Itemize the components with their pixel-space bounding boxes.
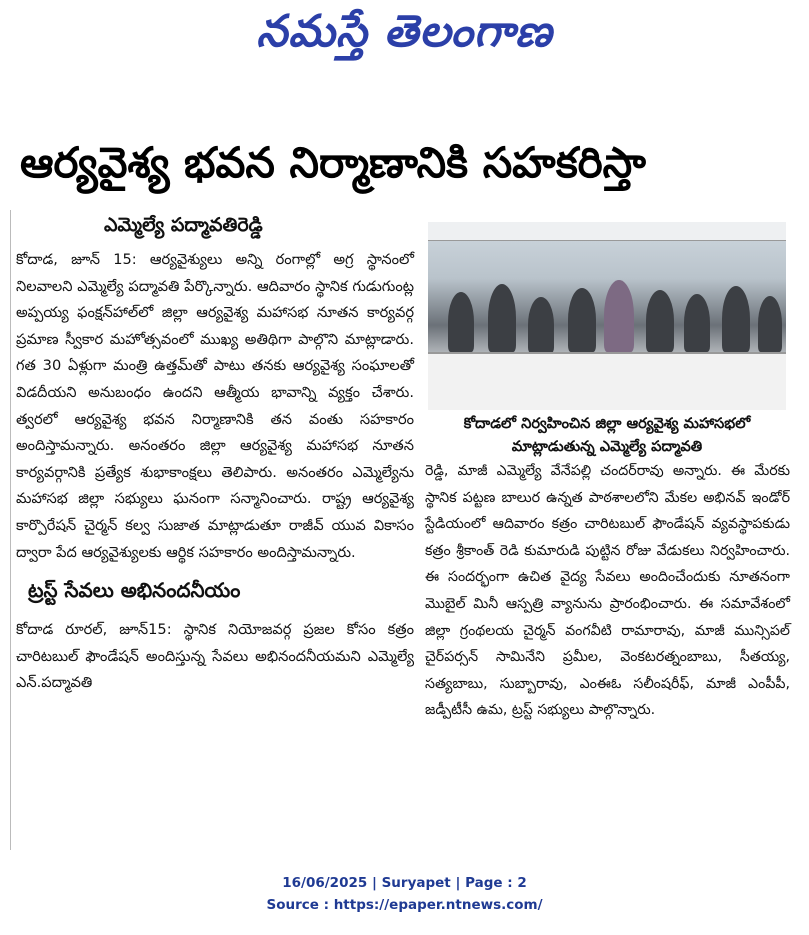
column-right (425, 458, 790, 724)
masthead (0, 0, 809, 88)
photo-figure (722, 286, 750, 352)
newspaper-logo: నమస్తే తెలంగాణ (256, 6, 553, 57)
photo-figure (528, 297, 554, 353)
stage-banner (428, 222, 786, 241)
photo-figure (646, 290, 674, 352)
photo-figure (758, 296, 782, 352)
photo-figure (488, 284, 516, 352)
photo-figure (684, 294, 710, 352)
headline: ఆర్యవైశ్య భవన నిర్మాణానికి సహకరిస్తా (20, 138, 646, 187)
column-rule (10, 210, 11, 850)
photo-figure (448, 292, 474, 352)
column-left (16, 214, 414, 697)
article2-body-part2: రెడ్డి, మాజీ ఎమ్మెల్యే వేనేపల్లి చందర్‌రావు అన్నారు. ఈ మేరకు స్థానిక పట్టణ బాలుర ఉన్నత పాఠశాలలోని మేకల అభినవ్ ఇండోర్ స్టేడియంలో ఆదివారం కత్రం చారిటబుల్ ఫౌండేషన్ వ్యవస్థాపకుడు కత్రం శ్రీకాంత్ రెడి కుమారుడి పుట్టిన రోజు వేడుకలు నిర్వహించారు. ఈ సందర్భంగా ఉచిత వైద్య సేవలు అందించేందుకు నూతనంగా మొబైల్ మినీ ఆస్పత్రి వ్యానును ప్రారంభించారు. ఈ సమావేశంలో జిల్లా గ్రంథలయ చైర్మన్ వంగవీటి రామారావు, మాజీ మున్సిపల్ చైర్‌పర్సన్ సామినేని ప్రమీల, వెంకటరత్నంబాబు, సీతయ్య, సత్యబాబు, సుబ్బారావు, ఎంఈఓ సలీంషరీఫ్, మాజీ ఎంపీపీ, జడ్పీటీసీ ఉమ, ట్రస్ట్ సభ్యులు పాల్గొన్నారు. (425, 463, 790, 719)
footer-date-line: 16/06/2025 | Suryapet | Page : 2 (282, 875, 527, 891)
header-strip (0, 92, 809, 106)
stage-table (428, 352, 786, 410)
section-heading: ట్రస్ట్ సేవలు అభినందనీయం (28, 578, 241, 603)
article-body: కోదాడ, జూన్ 15: ఆర్యవైశ్యులు అన్ని రంగాల్లో అగ్ర స్థానంలో నిలవాలని ఎమ్మెల్యే పద్మావతి పేర్కొన్నారు. ఆదివారం స్థానిక గుడుగుంట్ల అప్పయ్య ఫంక్షన్‌హాల్‌లో జిల్లా ఆర్యవైశ్య మహాసభ నూతన కార్యవర్గ ప్రమాణ స్వీకార మహోత్సవంలో ముఖ్య అతిథిగా పాల్గొని మాట్లాడారు. గత 30 ఏళ్లుగా మంత్రి ఉత్తమ్‌తో పాటు తనకు ఆర్యవైశ్య సంఘాలతో విడదీయని అనుబంధం ఉందని ఆత్మీయ భావాన్ని వ్యక్తం చేశారు. త్వరలో ఆర్యవైశ్య భవన నిర్మాణానికి తన వంతు సహకారం అందిస్తామన్నారు. అనంతరం జిల్లా ఆర్యవైశ్య మహాసభ నూతన కార్యవర్గానికి ప్రత్యేక శుభాకాంక్షలు తెలిపారు. అనంతరం ఎమ్మెల్యేను మహాసభ జిల్లా సభ్యులు ఘనంగా సన్మానించారు. రాష్ట్ర ఆర్యవైశ్య కార్పొరేషన్ చైర్మన్ కల్వ సుజాత మాట్లాడుతూ రాజీవ్ యువ వికాసం ద్వారా పేద ఆర్యవైశ్యులకు ఆర్థిక సహకారం అందిస్తామన్నారు. (16, 251, 414, 561)
event-photo (428, 222, 786, 410)
subheadline: ఎమ్మెల్యే పద్మావతిరెడ్డి (104, 214, 263, 236)
article2-body-part1: కోదాడ రూరల్, జూన్15: స్థానిక నియోజవర్గ ప్రజల కోసం కత్రం చారిటబుల్ ఫౌండేషన్ అందిస్తున్న సేవలు అభినందనీయమని ఎమ్మెల్యే ఎన్.పద్మావతి (16, 621, 414, 692)
footer-source-line: Source : https://epaper.ntnews.com/ (266, 897, 543, 913)
photo-figure (568, 288, 596, 352)
footer (0, 872, 809, 916)
photo-figure (604, 280, 634, 352)
photo-caption: కోదాడలో నిర్వహించిన జిల్లా ఆర్యవైశ్య మహాసభలో మాట్లాడుతున్న ఎమ్మెల్యే పద్మావతి (463, 415, 751, 455)
